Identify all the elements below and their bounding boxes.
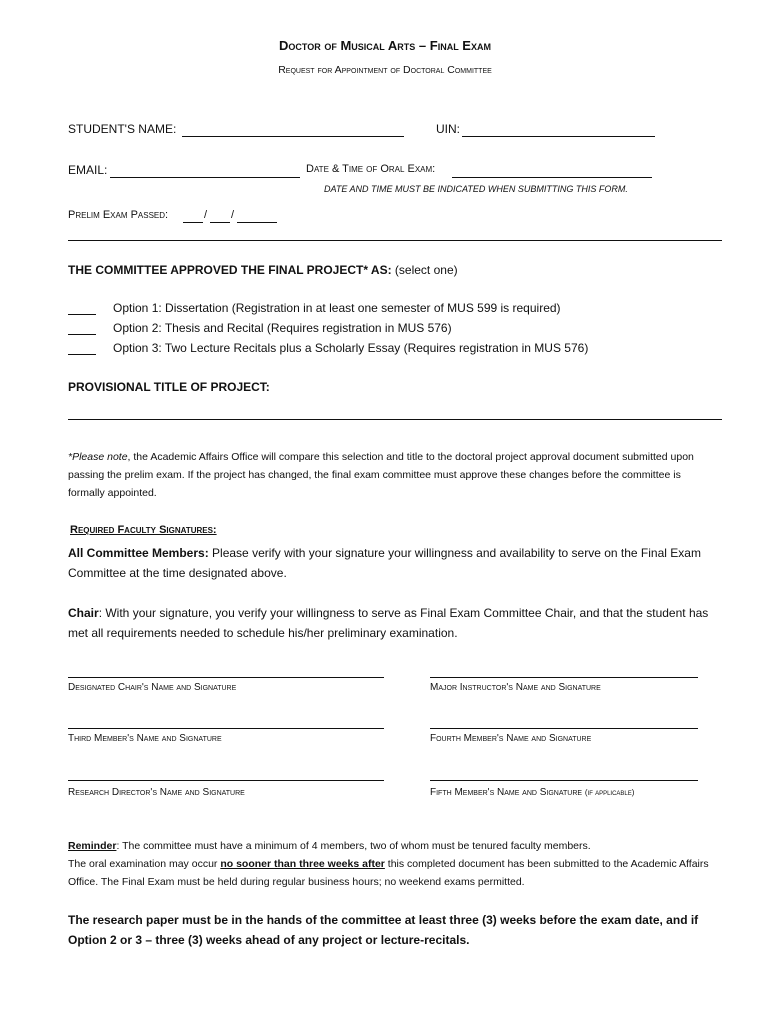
option-1-checkbox[interactable] [68,314,96,315]
option-3-label: Option 3: Two Lecture Recitals plus a Scholarly Essay (Requires registration in MUS 576) [113,341,589,355]
chair-instructions: Chair: With your signature, you verify your willingness to serve as Final Exam Committee Chair, and that the student has met all requirements needed to schedule his/her preliminary examination. [68,606,709,640]
prelim-label: Prelim Exam Passed: [68,209,169,221]
student-name-label: STUDENT'S NAME: [68,122,177,136]
project-heading: THE COMMITTEE APPROVED THE FINAL PROJECT* AS: (select one) [68,263,458,277]
project-title-field[interactable] [68,419,722,420]
page-title: Doctor of Musical Arts – Final Exam [279,38,491,53]
prelim-month-field[interactable] [183,222,203,223]
uin-label: UIN: [436,122,460,136]
option-3-checkbox[interactable] [68,354,96,355]
option-1-label: Option 1: Dissertation (Registration in at least one semester of MUS 599 is required) [113,301,561,315]
signatures-heading: Required Faculty Signatures: [70,524,217,536]
designated-chair-signature-line[interactable] [68,677,384,678]
prelim-separator: / [231,209,235,221]
email-label: EMAIL: [68,163,108,177]
research-director-label: Research Director's Name and Signature [68,787,245,798]
project-title-label: PROVISIONAL TITLE OF PROJECT: [68,380,270,394]
fifth-member-label: Fifth Member's Name and Signature (if applicable) [430,787,635,798]
prelim-year-field[interactable] [237,222,277,223]
reminder-text: Reminder: The committee must have a minimum of 4 members, two of whom must be tenured faculty members. The oral examination may occur no sooner than three weeks after this completed document has been submitted to the Academic Affairs Office. The Final Exam must be held during regular business hours; no weekend exams permitted. [68,840,709,888]
major-instructor-label: Major Instructor's Name and Signature [430,682,601,693]
page-subtitle: Request for Appointment of Doctoral Committee [278,64,492,76]
members-instructions: All Committee Members: Please verify with your signature your willingness and availability to serve on the Final Exam Committee at the time designated above. [68,546,701,580]
uin-field[interactable] [462,136,655,137]
selection-note: *Please note, the Academic Affairs Office will compare this selection and title to the doctoral project approval document submitted upon passing the prelim exam. If the project has changed, the final exam committee must approve these changes before the committee is formally appointed. [68,451,694,499]
prelim-day-field[interactable] [210,222,230,223]
fourth-member-label: Fourth Member's Name and Signature [430,733,592,744]
date-time-note: DATE AND TIME MUST BE INDICATED WHEN SUBMITTING THIS FORM. [324,184,628,194]
fourth-member-signature-line[interactable] [430,728,698,729]
section-divider [68,240,722,241]
third-member-label: Third Member's Name and Signature [68,733,222,744]
fifth-member-signature-line[interactable] [430,780,698,781]
research-director-signature-line[interactable] [68,780,384,781]
option-2-label: Option 2: Thesis and Recital (Requires registration in MUS 576) [113,321,452,335]
email-field[interactable] [110,177,300,178]
student-name-field[interactable] [182,136,404,137]
major-instructor-signature-line[interactable] [430,677,698,678]
date-time-label: Date & Time of Oral Exam: [306,163,436,175]
third-member-signature-line[interactable] [68,728,384,729]
footer-note: The research paper must be in the hands of the committee at least three (3) weeks before the exam date, and if Option 2 or 3 – three (3) weeks ahead of any project or lecture-recitals. [68,913,699,947]
prelim-separator: / [204,209,208,221]
option-2-checkbox[interactable] [68,334,96,335]
date-time-field[interactable] [452,177,652,178]
designated-chair-label: Designated Chair's Name and Signature [68,682,237,693]
